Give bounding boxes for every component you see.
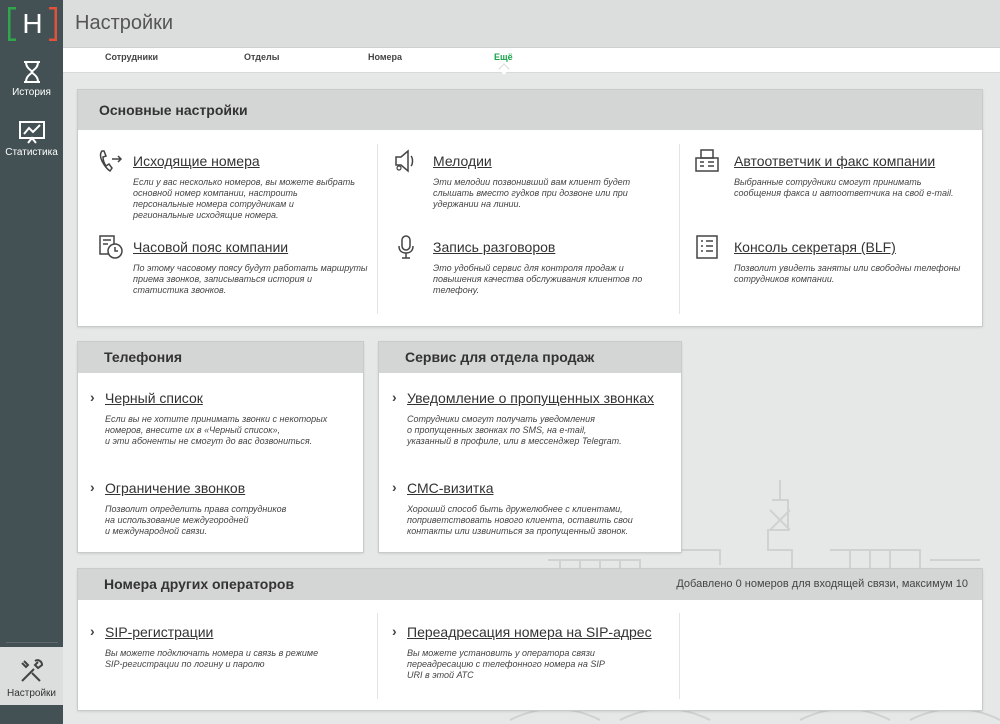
other-operators-card: [78, 569, 982, 710]
card-title: Сервис для отдела продаж: [379, 342, 681, 373]
item-title[interactable]: Запись разговоров: [433, 239, 556, 255]
item-description: Если вы не хотите принимать звонки с некоторых номеров, внесите их в «Черный список», и эти абоненты не смогут до вас дозвониться.: [105, 414, 328, 446]
fax-icon: [694, 148, 720, 174]
sidebar-item-history[interactable]: [0, 60, 63, 98]
card-title: Основные настройки: [78, 90, 982, 130]
page-title: Настройки: [75, 12, 174, 34]
item-title[interactable]: СМС-визитка: [407, 480, 494, 496]
active-tab-indicator: [498, 63, 509, 74]
chevron-right-icon: ›: [90, 389, 95, 405]
sidebar-item-settings[interactable]: [0, 647, 63, 705]
chevron-right-icon: ›: [392, 389, 397, 405]
operators-count-status: Добавлено 0 номеров для входящей связи, максимум 10: [676, 578, 968, 590]
tab-more[interactable]: Ещё: [494, 52, 513, 62]
tab-employees[interactable]: Сотрудники: [105, 52, 159, 62]
list-panel-icon: [694, 234, 720, 260]
sidebar-item-statistics[interactable]: [0, 120, 63, 158]
sales-service-card: [379, 342, 681, 552]
item-title[interactable]: Исходящие номера: [133, 153, 260, 169]
basic-settings-card: [78, 90, 982, 326]
logo[interactable]: [8, 7, 57, 41]
item-description: Хороший способ быть дружелюбнее с клиентами, поприветствовать нового клиента, оставить свои контакты или извиниться за пропущенный звонок.: [407, 504, 633, 536]
item-description: Эти мелодии позвонивший вам клиент будет слышать вместо гудков при дозвоне или при удержании на линии.: [433, 177, 631, 209]
item-title[interactable]: Автоответчик и факс компании: [734, 153, 936, 169]
item-description: Вы можете подключать номера и связь в режиме SIP-регистрации по логину и паролю: [105, 648, 319, 669]
item-description: Позволит определить права сотрудников на использование междугородней и международной связи.: [105, 504, 287, 536]
chevron-right-icon: ›: [392, 479, 397, 495]
microphone-icon: [393, 234, 419, 260]
tools-icon: [18, 657, 46, 685]
item-title[interactable]: Ограничение звонков: [105, 480, 246, 496]
item-title[interactable]: Уведомление о пропущенных звонках: [407, 390, 655, 406]
item-title[interactable]: Часовой пояс компании: [133, 239, 289, 255]
item-description: Позволит увидеть заняты или свободны телефоны сотрудников компании.: [734, 263, 961, 284]
item-title[interactable]: Мелодии: [433, 153, 492, 169]
column-divider: [377, 613, 378, 699]
card-title: [78, 569, 982, 600]
header: [63, 0, 1000, 48]
chevron-right-icon: ›: [90, 479, 95, 495]
item-title[interactable]: SIP-регистрации: [105, 624, 214, 640]
logo-letter: H: [22, 8, 43, 39]
speaker-icon: [393, 148, 419, 174]
telephony-card: [78, 342, 363, 552]
sidebar-item-label: Статистика: [5, 147, 58, 158]
clock-document-icon: [98, 234, 124, 260]
item-description: Сотрудники смогут получать уведомления о пропущенных звонках по SMS, на e-mail, указанный в профиле, или в мессенджер Telegram.: [407, 414, 622, 446]
sidebar-item-label: История: [12, 87, 51, 98]
item-title[interactable]: Переадресация номера на SIP-адрес: [407, 624, 652, 640]
item-description: Это удобный сервис для контроля продаж и повышения качества обслуживания клиентов по телефону.: [433, 263, 643, 295]
sidebar-divider: [6, 642, 58, 643]
sidebar-item-label: Настройки: [6, 688, 57, 699]
card-title-text: Номера других операторов: [104, 576, 295, 592]
item-description: По этому часовому поясу будут работать маршруты приема звонков, записываться история и статистика звонков.: [133, 263, 368, 295]
chevron-right-icon: ›: [392, 623, 397, 639]
column-divider: [679, 613, 680, 699]
item-description: Выбранные сотрудники смогут принимать сообщения факса и автоответчика на свой e-mail.: [734, 177, 954, 198]
item-title[interactable]: Консоль секретаря (BLF): [734, 239, 896, 255]
tab-numbers[interactable]: Номера: [368, 52, 403, 62]
tab-departments[interactable]: Отделы: [244, 52, 280, 62]
phone-arrow-icon: [98, 148, 124, 174]
card-title: Телефония: [78, 342, 363, 373]
item-title[interactable]: Черный список: [105, 390, 203, 406]
chevron-right-icon: ›: [90, 623, 95, 639]
hourglass-icon: [21, 60, 43, 84]
tab-bar: [63, 48, 1000, 73]
item-description: Вы можете установить у оператора связи переадресацию с телефонного номера на SIP URI в этой АТС: [407, 648, 605, 680]
sidebar: [0, 0, 63, 724]
chart-icon: [18, 120, 46, 144]
item-description: Если у вас несколько номеров, вы можете выбрать основной номер компании, настроить персональные номера сотрудникам и региональные исходящие номера.: [133, 177, 355, 220]
